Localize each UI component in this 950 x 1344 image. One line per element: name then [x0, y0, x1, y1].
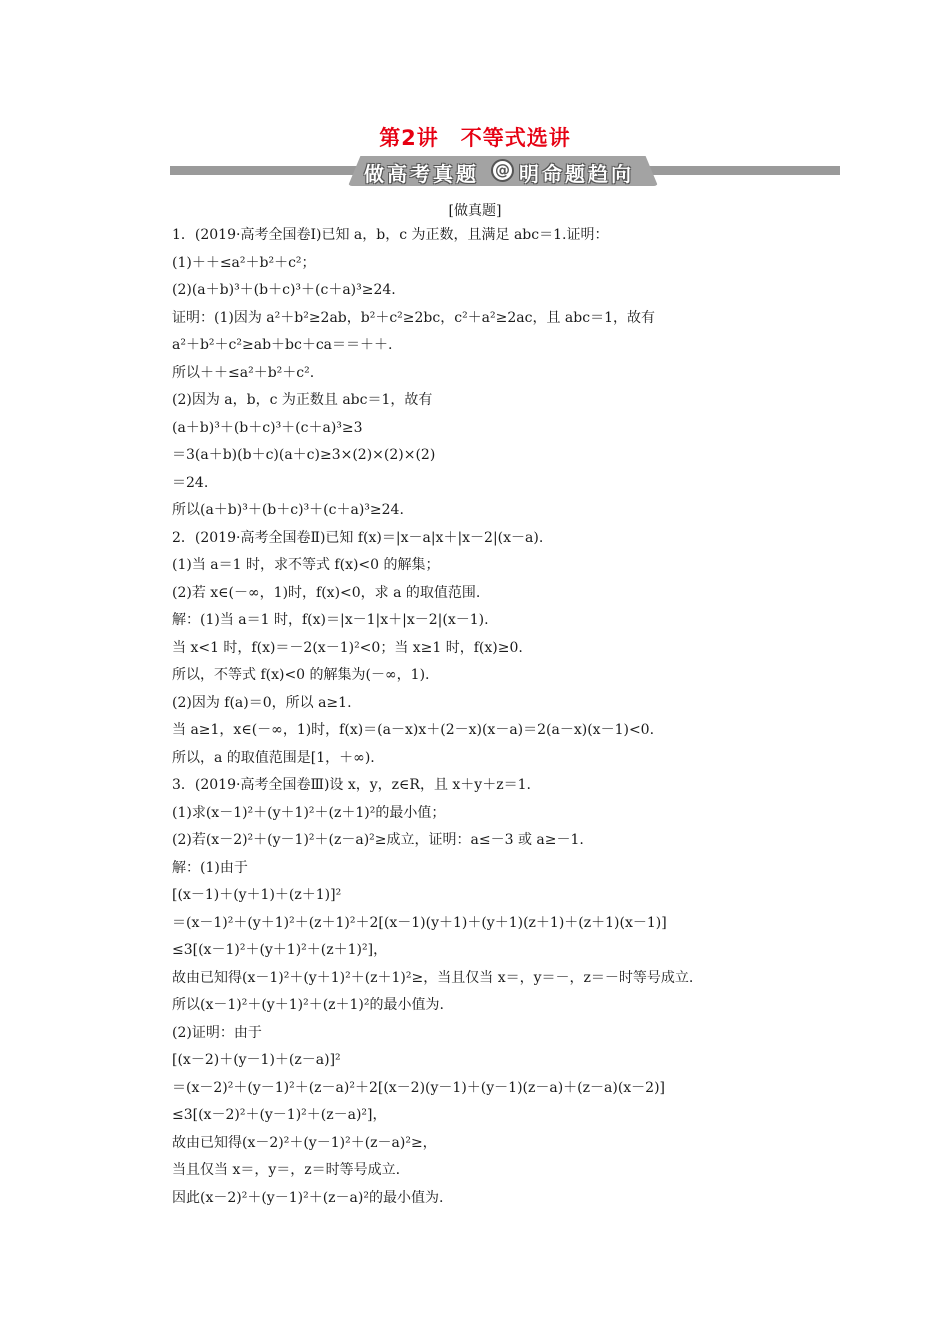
text-line: a²＋b²＋c²≥ab＋bc＋ca＝＝＋＋. — [172, 337, 393, 353]
text-line: (1)＋＋≤a²＋b²＋c²； — [172, 254, 316, 271]
text-line: ＝3(a＋b)(b＋c)(a＋c)≥3×(2)×(2)×(2) — [172, 447, 436, 463]
text-line: 当 x<1 时，f(x)＝－2(x－1)²<0；当 x≥1 时，f(x)≥0. — [172, 639, 523, 656]
banner-circle-icon: @ — [491, 159, 514, 182]
text-line: 当 a≥1，x∈(－∞，1)时，f(x)＝(a－x)x＋(2－x)(x－a)＝2(a－x)(x－1)<0. — [172, 722, 655, 738]
text-line: (2)因为 f(a)＝0，所以 a≥1. — [172, 694, 352, 711]
text-line: 所以＋＋≤a²＋b²＋c². — [172, 364, 315, 381]
text-line: 所以，a 的取值范围是[1，＋∞). — [172, 749, 375, 766]
text-line: (2)若(x－2)²＋(y－1)²＋(z－a)²≥成立，证明：a≤－3 或 a≥－1. — [172, 832, 584, 848]
text-line: (a＋b)³＋(b＋c)³＋(c＋a)³≥3 — [172, 419, 363, 436]
text-line: (2)(a＋b)³＋(b＋c)³＋(c＋a)³≥24. — [172, 282, 396, 298]
text-line: 解：(1)当 a＝1 时，f(x)＝|x－1|x＋|x－2|(x－1). — [172, 612, 489, 628]
section-label: [做真题] — [448, 203, 502, 219]
text-line: ＝(x－1)²＋(y＋1)²＋(z＋1)²＋2[(x－1)(y＋1)＋(y＋1)(z＋1)＋(z＋1)(x－1)] — [172, 914, 667, 931]
banner-left-text: 做高考真题 — [364, 162, 479, 186]
text-line: (2)若 x∈(－∞，1)时，f(x)<0，求 a 的取值范围. — [172, 584, 481, 601]
text-line: ≤3[(x－1)²＋(y＋1)²＋(z＋1)²]， — [172, 942, 388, 958]
text-line: 解：(1)由于 — [172, 859, 248, 876]
text-line: 因此(x－2)²＋(y－1)²＋(z－a)²的最小值为. — [172, 1189, 444, 1206]
text-line: ＝(x－2)²＋(y－1)²＋(z－a)²＋2[(x－2)(y－1)＋(y－1)(z－a)＋(z－a)(x－2)] — [172, 1079, 666, 1096]
text-line: 当且仅当 x＝，y＝，z＝时等号成立. — [172, 1162, 401, 1178]
problem-content — [172, 222, 772, 1212]
text-line: ＝24. — [172, 474, 209, 491]
text-line: (2)证明：由于 — [172, 1024, 262, 1041]
section-banner — [170, 156, 840, 186]
text-line: ≤3[(x－2)²＋(y－1)²＋(z－a)²]， — [172, 1107, 387, 1123]
text-line: (1)求(x－1)²＋(y＋1)²＋(z＋1)²的最小值； — [172, 804, 446, 821]
text-line: 所以，不等式 f(x)<0 的解集为(－∞，1). — [172, 667, 430, 683]
text-line: (2)因为 a，b，c 为正数且 abc＝1，故有 — [172, 392, 433, 408]
text-line: 证明：(1)因为 a²＋b²≥2ab，b²＋c²≥2bc，c²＋a²≥2ac，且 abc＝1，故有 — [172, 309, 655, 326]
text-line: 3．(2019·高考全国卷Ⅲ)设 x，y，z∈R，且 x＋y＋z＝1. — [172, 777, 531, 793]
text-line: [(x－1)＋(y＋1)＋(z＋1)]² — [172, 887, 342, 903]
text-line: (1)当 a＝1 时，求不等式 f(x)<0 的解集； — [172, 557, 440, 573]
text-line: 故由已知得(x－1)²＋(y＋1)²＋(z＋1)²≥，当且仅当 x＝，y＝－，z＝－时等号成立. — [172, 969, 694, 986]
text-line: 1．(2019·高考全国卷Ⅰ)已知 a，b，c 为正数，且满足 abc＝1.证明： — [172, 227, 609, 243]
text-line: [(x－2)＋(y－1)＋(z－a)]² — [172, 1052, 341, 1068]
banner-right-text: 明命题趋向 — [519, 162, 634, 186]
text-line: 所以(a＋b)³＋(b＋c)³＋(c＋a)³≥24. — [172, 502, 404, 518]
text-line: 2．(2019·高考全国卷Ⅱ)已知 f(x)＝|x－a|x＋|x－2|(x－a). — [172, 529, 544, 546]
text-line: 故由已知得(x－2)²＋(y－1)²＋(z－a)²≥， — [172, 1134, 437, 1151]
text-line: 所以(x－1)²＋(y＋1)²＋(z＋1)²的最小值为. — [172, 997, 444, 1013]
page-title: 第2讲 不等式选讲 — [379, 126, 571, 150]
